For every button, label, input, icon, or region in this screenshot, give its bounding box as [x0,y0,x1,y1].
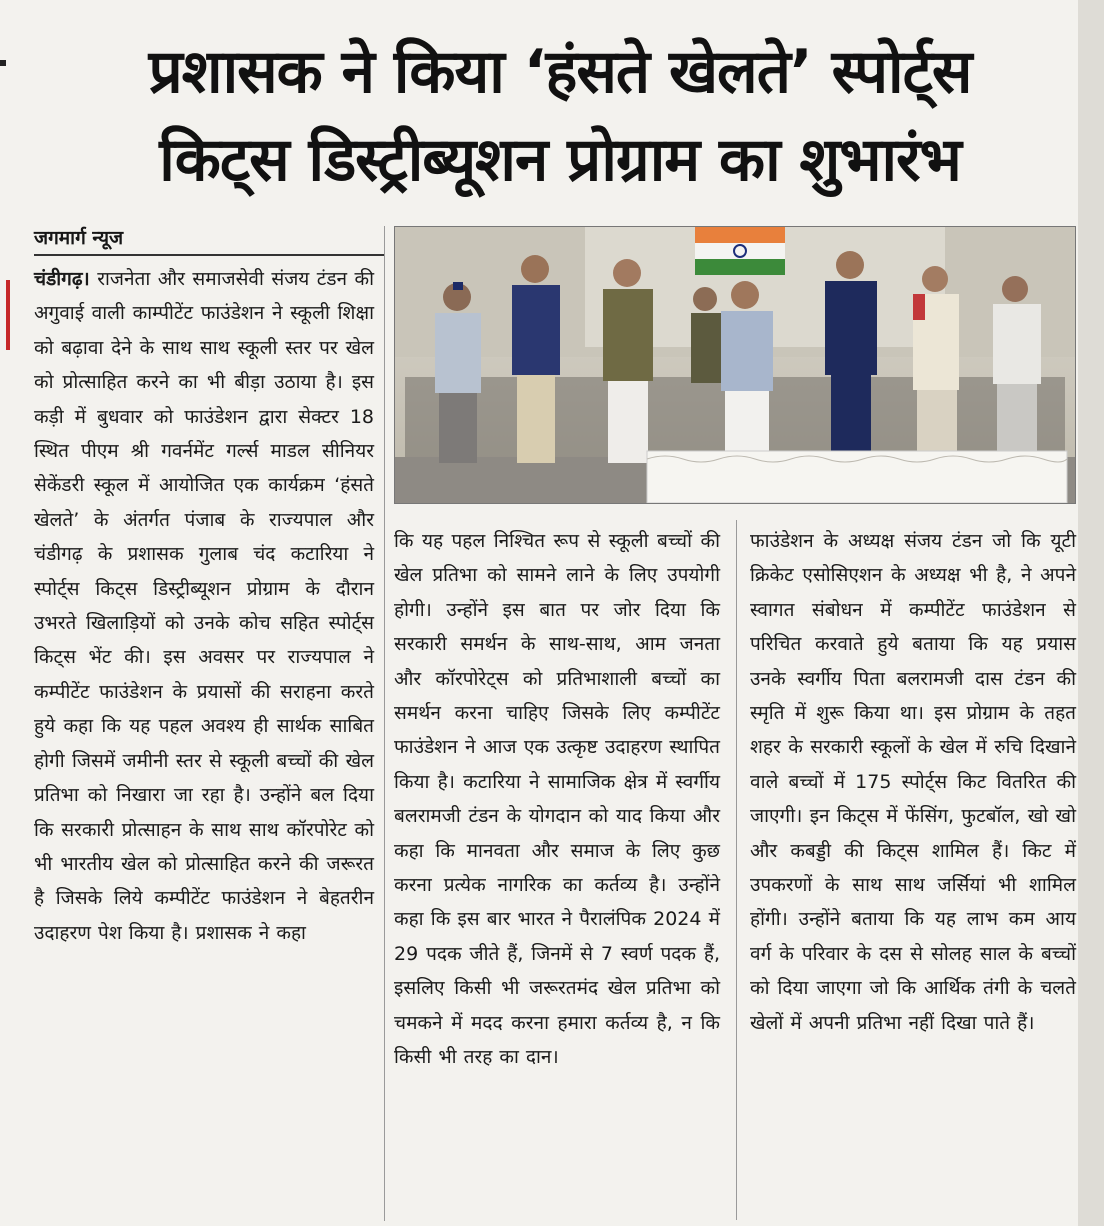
event-photo-illustration [395,227,1075,503]
headline-line-1: प्रशासक ने किया ‘हंसते खेलते’ स्पोर्ट्स [148,37,972,107]
article-column-3 [750,524,1076,1040]
column-divider-1 [384,226,385,1221]
column-divider-2 [736,520,737,1220]
headline-line-2: किट्स डिस्ट्रीब्यूशन प्रोग्राम का शुभारंभ [159,125,961,195]
dateline: चंडीगढ़। [34,268,90,290]
column-1-text: राजनेता और समाजसेवी संजय टंडन की अगुवाई वाली काम्पीटेंट फाउंडेशन ने स्कूली शिक्षा को बढ़ावा देने के साथ साथ स्कूली स्तर पर खेल को प्रोत्साहित करने का भी बीड़ा उठाया है। इस कड़ी में बुधवार को फाउंडेशन द्वारा सेक्टर 18 स्थित पीएम श्री गवर्नमेंट गर्ल्स माडल सीनियर सेकेंडरी स्कूल में आयोजित एक कार्यक्रम ‘हंसते खेलते’ के अंतर्गत पंजाब के राज्यपाल और चंडीगढ़ के प्रशासक गुलाब चंद कटारिया ने स्पोर्ट्स किट्स डिस्ट्रीब्यूशन प्रोग्राम के दौरान उभरते खिलाड़ियों को उनके कोच सहित स्पोर्ट्स किट्स भेंट की। इस अवसर पर राज्यपाल ने कम्पीटेंट फाउंडेशन के प्रयासों की सराहना करते हुये कहा कि यह पहल अवश्य ही सार्थक साबित होगी जिसमें जमीनी स्तर से स्कूली बच्चों की खेल प्रतिभा को निखारा जा रहा है। उन्होंने बल दिया कि सरकारी प्रोत्साहन के साथ साथ कॉरपोरेट को भी भारतीय खेल को प्रोत्साहित करने की जरूरत है जिसके लिये कम्पीटेंट फाउंडेशन ने बेहतरीन उदाहरण पेश किया है। प्रशासक ने कहा [34,268,374,944]
edge-mark [0,60,6,66]
page-edge [1078,0,1104,1226]
column-3-text: फाउंडेशन के अध्यक्ष संजय टंडन जो कि यूटी क्रिकेट एसोसिएशन के अध्यक्ष भी है, ने अपने स्वागत संबोधन में कम्पीटेंट फाउंडेशन से परिचित करवाते हुये बताया कि यह प्रयास उनके स्वर्गीय पिता बलरामजी दास टंडन की स्मृति में शुरू किया था। इस प्रोग्राम के तहत शहर के सरकारी स्कूलों के खेल में रुचि दिखाने वाले बच्चों में 175 स्पोर्ट्स किट वितरित की जाएगी। इन किट्स में फेंसिंग, फुटबॉल, खो खो और कबड्डी की किट्स शामिल हैं। किट में उपकरणों के साथ साथ जर्सियां भी शामिल होंगी। उन्होंने बताया कि यह लाभ कम आय वर्ग के परिवार के दस से सोलह साल के बच्चों को दिया जाएगा जो कि आर्थिक तंगी के चलते खेलों में अपनी प्रतिभा नहीं दिखा पाते हैं। [750,530,1076,1034]
left-accent-rule [6,280,10,350]
event-photo [394,226,1076,504]
article-column-2 [394,524,720,1075]
byline: जगमार्ग न्यूज [34,224,384,256]
column-2-text: कि यह पहल निश्चित रूप से स्कूली बच्चों की खेल प्रतिभा को सामने लाने के लिए उपयोगी होगी। उन्होंने इस बात पर जोर दिया कि सरकारी समर्थन के साथ-साथ, आम जनता और कॉरपोरेट्स को प्रतिभाशाली बच्चों का समर्थन करना चाहिए जिसके लिए कम्पीटेंट फाउंडेशन ने आज एक उत्कृष्ट उदाहरण स्थापित किया है। कटारिया ने सामाजिक क्षेत्र में स्वर्गीय बलरामजी टंडन के योगदान को याद किया और कहा कि मानवता और समाज के लिए कुछ करना प्रत्येक नागरिक का कर्तव्य है। उन्होंने कहा कि इस बार भारत ने पैरालंपिक 2024 में 29 पदक जीते हैं, जिनमें से 7 स्वर्ण पदक हैं, इसलिए किसी भी जरूरतमंद खेल प्रतिभा को चमकने में मदद करना हमारा कर्तव्य है, न कि किसी भी तरह का दान। [394,530,720,1069]
headline [40,28,1080,204]
article-column-1 [34,262,374,950]
